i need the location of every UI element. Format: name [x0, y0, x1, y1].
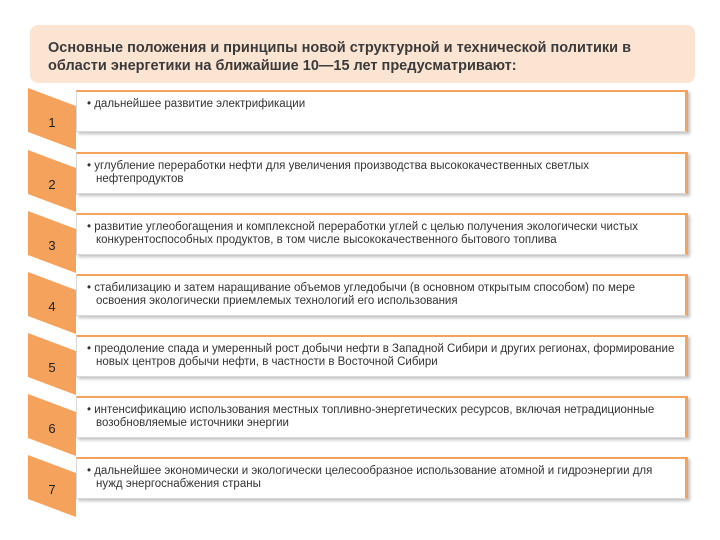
chevron-marker: [28, 455, 76, 517]
item-text: • дальнейшее развитие электрификации: [87, 98, 306, 110]
item-text: • углубление переработки нефти для увеличения производства высококачественных светлых нефтепродуктов: [87, 160, 589, 185]
page-title: Основные положения и принципы новой структурной и технической политики в области энергетики на ближайшие 10—15 лет предусматривают:: [48, 40, 632, 74]
item-box: [76, 152, 688, 194]
list-item: [0, 272, 720, 334]
item-box: [76, 396, 688, 438]
chevron-marker: [28, 88, 76, 150]
chevron-marker: [28, 333, 76, 395]
item-text: • интенсификацию использования местных топливно-энергетических ресурсов, включая нетрадиционные возобновляемые источники энергии: [87, 404, 655, 429]
item-number: 5: [48, 360, 56, 375]
item-box: [76, 90, 688, 132]
chevron-marker: [28, 150, 76, 212]
item-number: 1: [48, 115, 56, 130]
item-number: 2: [48, 177, 56, 192]
item-box: [76, 213, 688, 255]
item-number: 4: [48, 299, 56, 314]
item-text: • преодоление спада и умеренный рост добычи нефти в Западной Сибири и других регионах, формирование новых центров добычи нефти, в частности в Восточной Сибири: [87, 343, 675, 368]
chevron-marker: [28, 394, 76, 456]
item-text: • дальнейшее экономически и экологически целесообразное использование атомной и гидроэнергии для нужд энергоснабжения страны: [87, 465, 653, 490]
chevron-marker: [28, 272, 76, 334]
item-text: • развитие углеобогащения и комплексной переработки углей с целью получения экологически чистых конкурентоспособных продуктов, в том числе высококачественного бытового топлива: [87, 221, 638, 246]
item-number: 7: [48, 482, 56, 497]
item-box: [76, 274, 688, 316]
item-box: [76, 335, 688, 377]
item-box: [76, 457, 688, 499]
list-item: [0, 455, 720, 517]
chevron-marker: [28, 211, 76, 273]
item-number: 3: [48, 238, 56, 253]
list-item: [0, 150, 720, 212]
item-number: 6: [48, 421, 56, 436]
list-item: [0, 88, 720, 150]
list-item: [0, 333, 720, 395]
item-text: • стабилизацию и затем наращивание объемов угледобычи (в основном открытым способом) по мере освоения экологически приемлемых технологий его использования: [87, 282, 636, 307]
list-item: [0, 394, 720, 456]
list-item: [0, 211, 720, 273]
